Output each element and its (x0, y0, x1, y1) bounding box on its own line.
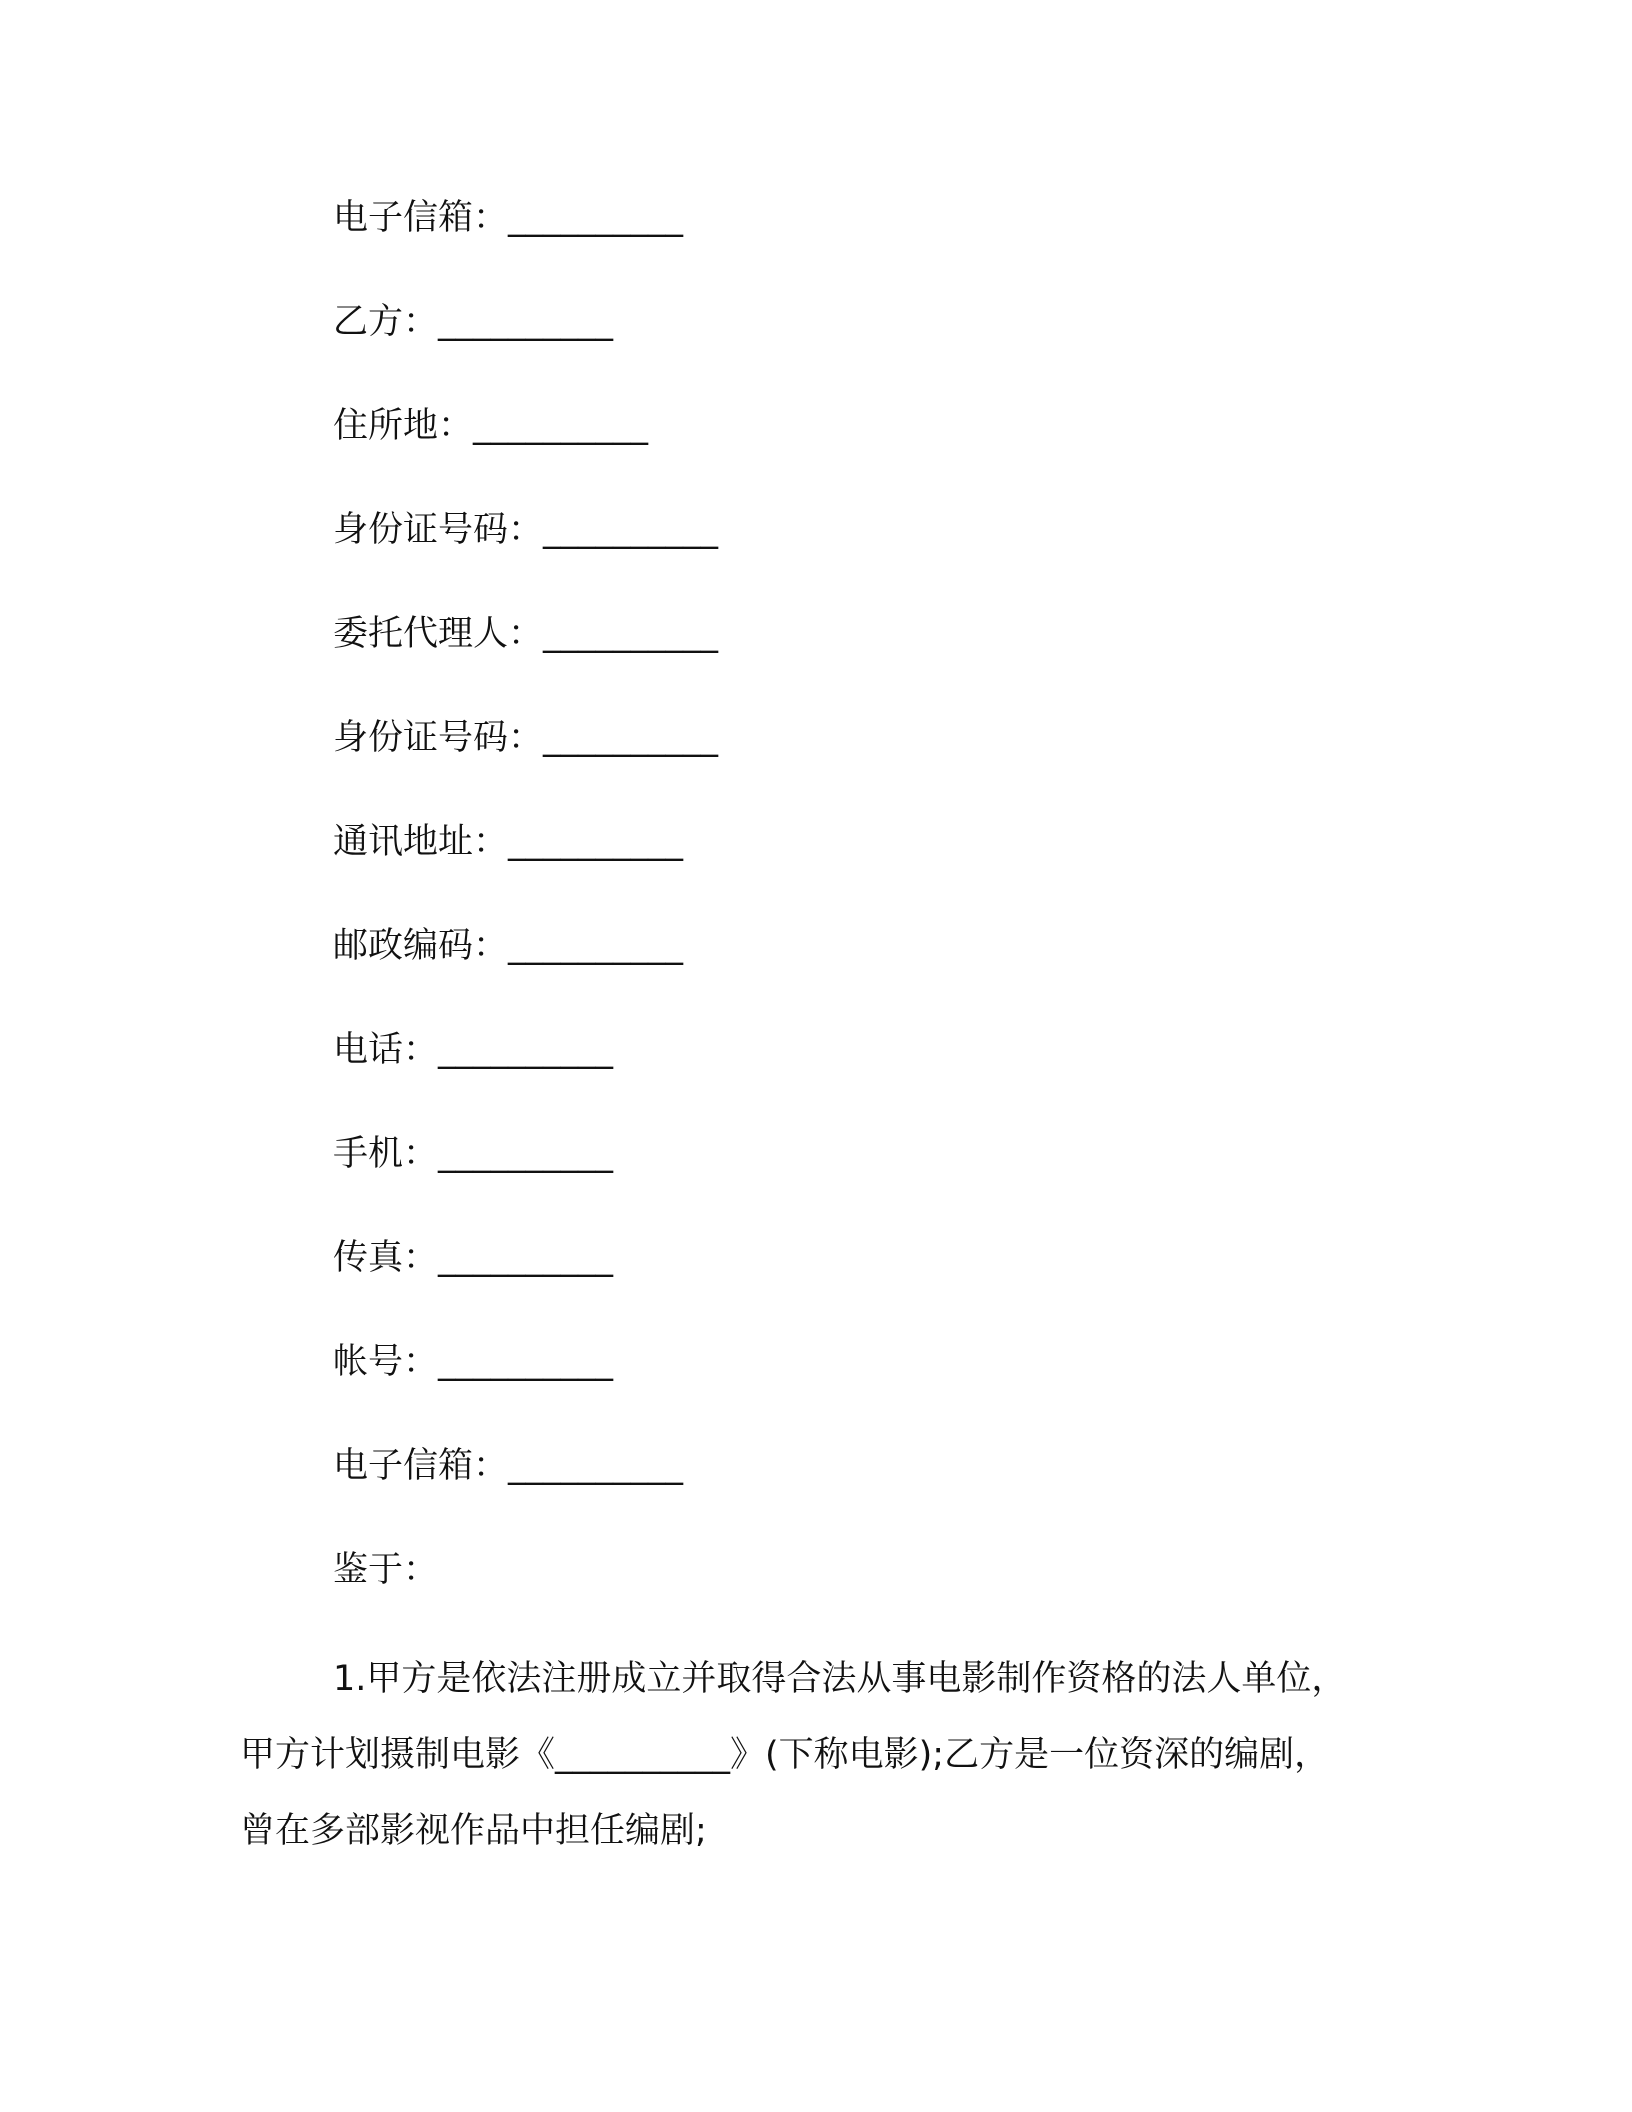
field-label: 住所地： (333, 406, 474, 446)
field-blank: __________ (438, 1238, 614, 1278)
paragraph-line: 1.甲方是依法注册成立并取得合法从事电影制作资格的法人单位， (333, 1659, 1347, 1699)
field-postal-code (333, 920, 1433, 1024)
field-label: 乙方： (333, 302, 439, 342)
whereas-label: 鉴于： (333, 1550, 439, 1590)
field-blank: __________ (438, 1030, 614, 1070)
field-label: 电话： (333, 1030, 439, 1070)
field-label: 身份证号码： (333, 510, 544, 550)
field-mobile (333, 1128, 1433, 1232)
paragraph-line: 甲方计划摄制电影《__________》(下称电影);乙方是一位资深的编剧， (240, 1735, 1330, 1775)
field-blank: __________ (438, 302, 614, 342)
contract-field-list (333, 192, 1433, 1648)
field-account (333, 1336, 1433, 1440)
field-blank: __________ (543, 510, 719, 550)
field-email-2 (333, 1440, 1433, 1544)
field-blank: __________ (508, 926, 684, 966)
paragraph-line: 曾在多部影视作品中担任编剧; (240, 1811, 707, 1851)
field-label: 传真： (333, 1238, 439, 1278)
field-id-number-1 (333, 504, 1433, 608)
field-email-1 (333, 192, 1433, 296)
field-residence (333, 400, 1433, 504)
field-fax (333, 1232, 1433, 1336)
field-label: 通讯地址： (333, 822, 509, 862)
whereas-paragraph-1 (240, 1641, 1420, 1869)
field-label: 电子信箱： (333, 1446, 509, 1486)
field-id-number-2 (333, 712, 1433, 816)
field-label: 电子信箱： (333, 198, 509, 238)
field-label: 手机： (333, 1134, 439, 1174)
field-label: 帐号： (333, 1342, 439, 1382)
field-label: 身份证号码： (333, 718, 544, 758)
field-party-b (333, 296, 1433, 400)
field-phone (333, 1024, 1433, 1128)
field-agent (333, 608, 1433, 712)
field-blank: __________ (508, 198, 684, 238)
field-blank: __________ (508, 1446, 684, 1486)
field-blank: __________ (543, 614, 719, 654)
field-mailing-address (333, 816, 1433, 920)
field-label: 委托代理人： (333, 614, 544, 654)
field-blank: __________ (438, 1134, 614, 1174)
whereas-heading (333, 1544, 1433, 1648)
field-label: 邮政编码： (333, 926, 509, 966)
field-blank: __________ (508, 822, 684, 862)
field-blank: __________ (543, 718, 719, 758)
field-blank: __________ (438, 1342, 614, 1382)
field-blank: __________ (473, 406, 649, 446)
